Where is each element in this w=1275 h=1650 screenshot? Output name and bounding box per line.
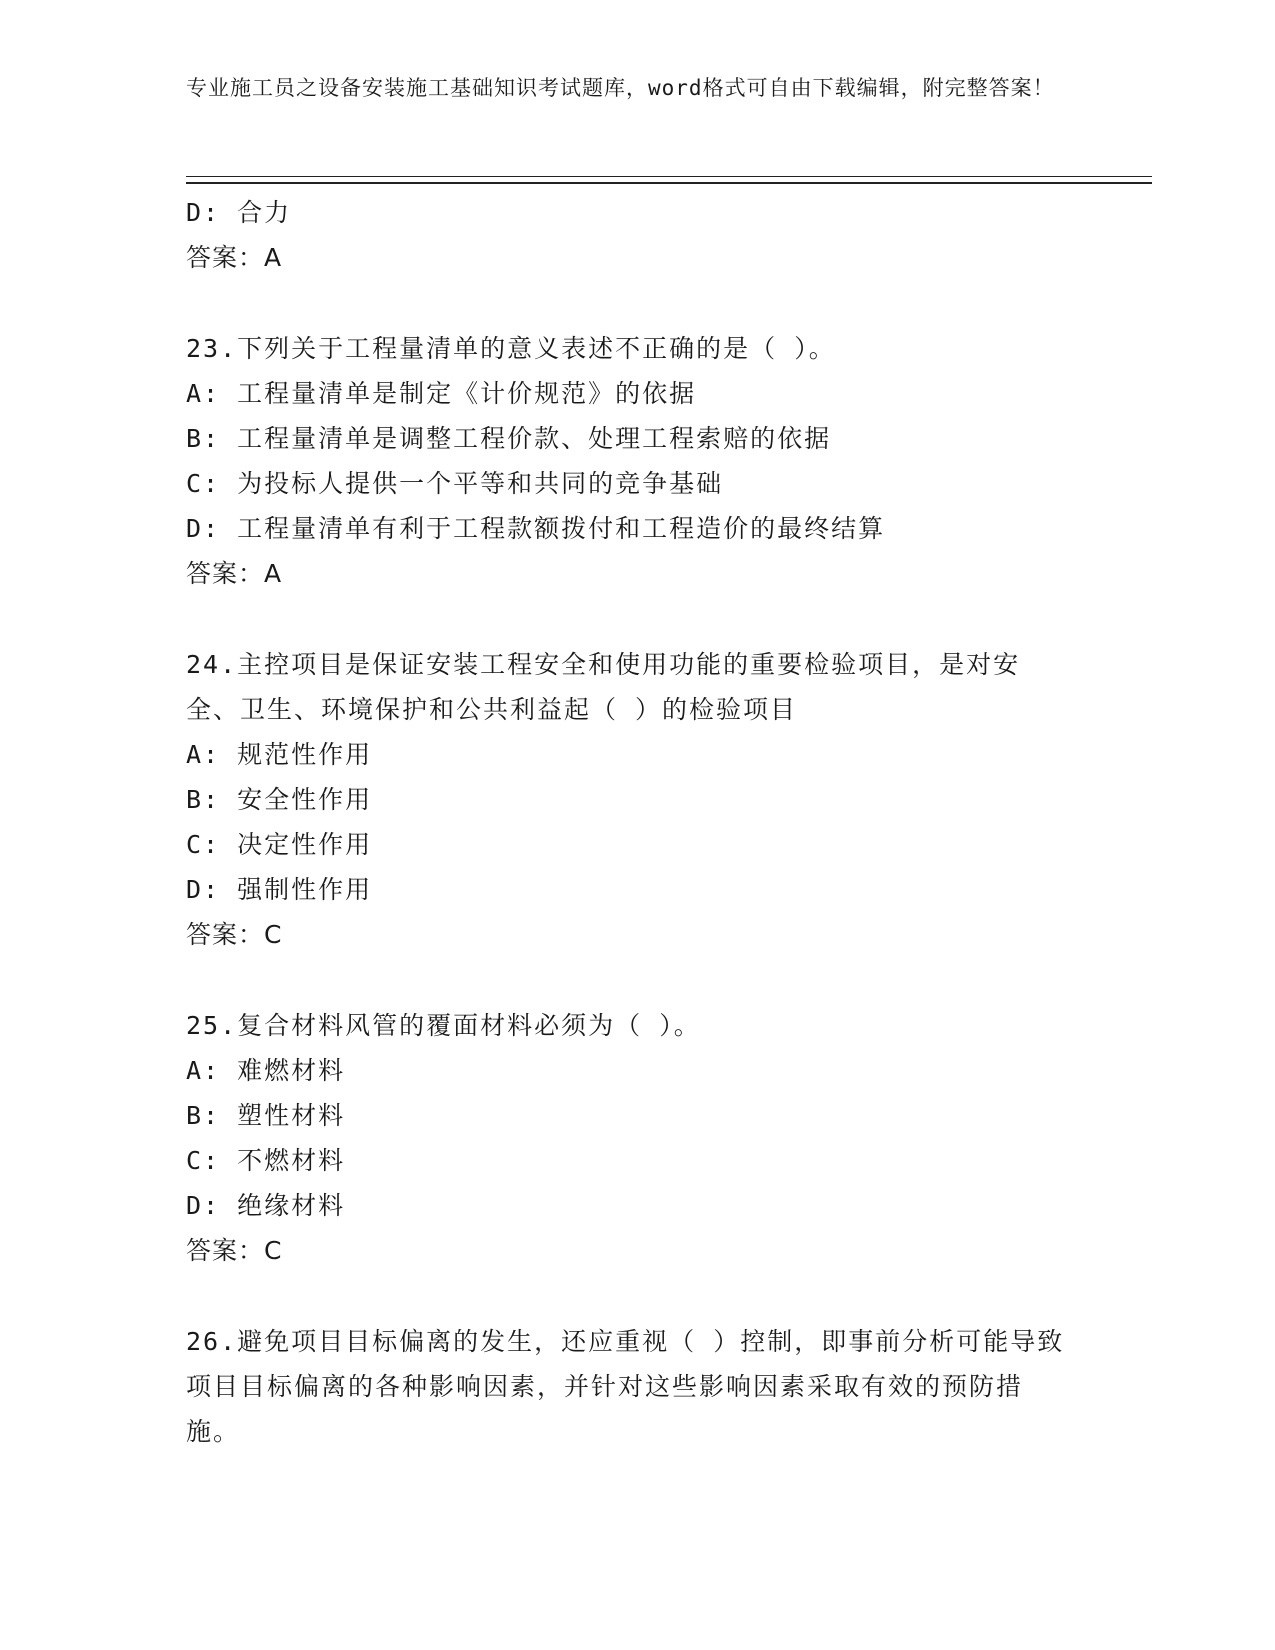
question-answer: 答案：C <box>186 1236 283 1265</box>
spacer <box>186 1274 1086 1319</box>
spacer <box>186 958 1086 1003</box>
question-block <box>186 326 1086 597</box>
question-option: B: 安全性作用 <box>186 785 373 814</box>
document-body <box>186 190 1086 1454</box>
document-header: 专业施工员之设备安装施工基础知识考试题库，word格式可自由下载编辑，附完整答案！ <box>186 76 1055 100</box>
spacer <box>186 597 1086 642</box>
question-option: D: 强制性作用 <box>186 875 373 904</box>
question-option: A: 难燃材料 <box>186 1056 346 1085</box>
question-answer: 答案：A <box>186 559 283 588</box>
header-divider <box>186 176 1152 184</box>
question-stem: 24.主控项目是保证安装工程安全和使用功能的重要检验项目，是对安全、卫生、环境保护和公共利益起（ ）的检验项目 <box>186 650 1021 724</box>
question-stem: 23.下列关于工程量清单的意义表述不正确的是（ ）。 <box>186 334 836 363</box>
question-option: D: 绝缘材料 <box>186 1191 346 1220</box>
question-block <box>186 1319 1086 1454</box>
question-option: B: 工程量清单是调整工程价款、处理工程索赔的依据 <box>186 424 832 453</box>
question-option: C: 决定性作用 <box>186 830 373 859</box>
question-option: C: 为投标人提供一个平等和共同的竞争基础 <box>186 469 724 498</box>
question-stem: 26.避免项目目标偏离的发生，还应重视（ ）控制，即事前分析可能导致项目目标偏离的各种影响因素，并针对这些影响因素采取有效的预防措施。 <box>186 1327 1065 1446</box>
spacer <box>186 281 1086 326</box>
question-option: B: 塑性材料 <box>186 1101 346 1130</box>
question-option: D: 工程量清单有利于工程款额拨付和工程造价的最终结算 <box>186 514 886 543</box>
question-option: C: 不燃材料 <box>186 1146 346 1175</box>
previous-option-d: D: 合力 <box>186 198 292 227</box>
question-option: A: 规范性作用 <box>186 740 373 769</box>
question-block <box>186 642 1086 958</box>
question-block <box>186 1003 1086 1274</box>
question-option: A: 工程量清单是制定《计价规范》的依据 <box>186 379 697 408</box>
question-stem: 25.复合材料风管的覆面材料必须为（ ）。 <box>186 1011 701 1040</box>
question-answer: 答案：C <box>186 920 283 949</box>
previous-answer: 答案：A <box>186 243 283 272</box>
